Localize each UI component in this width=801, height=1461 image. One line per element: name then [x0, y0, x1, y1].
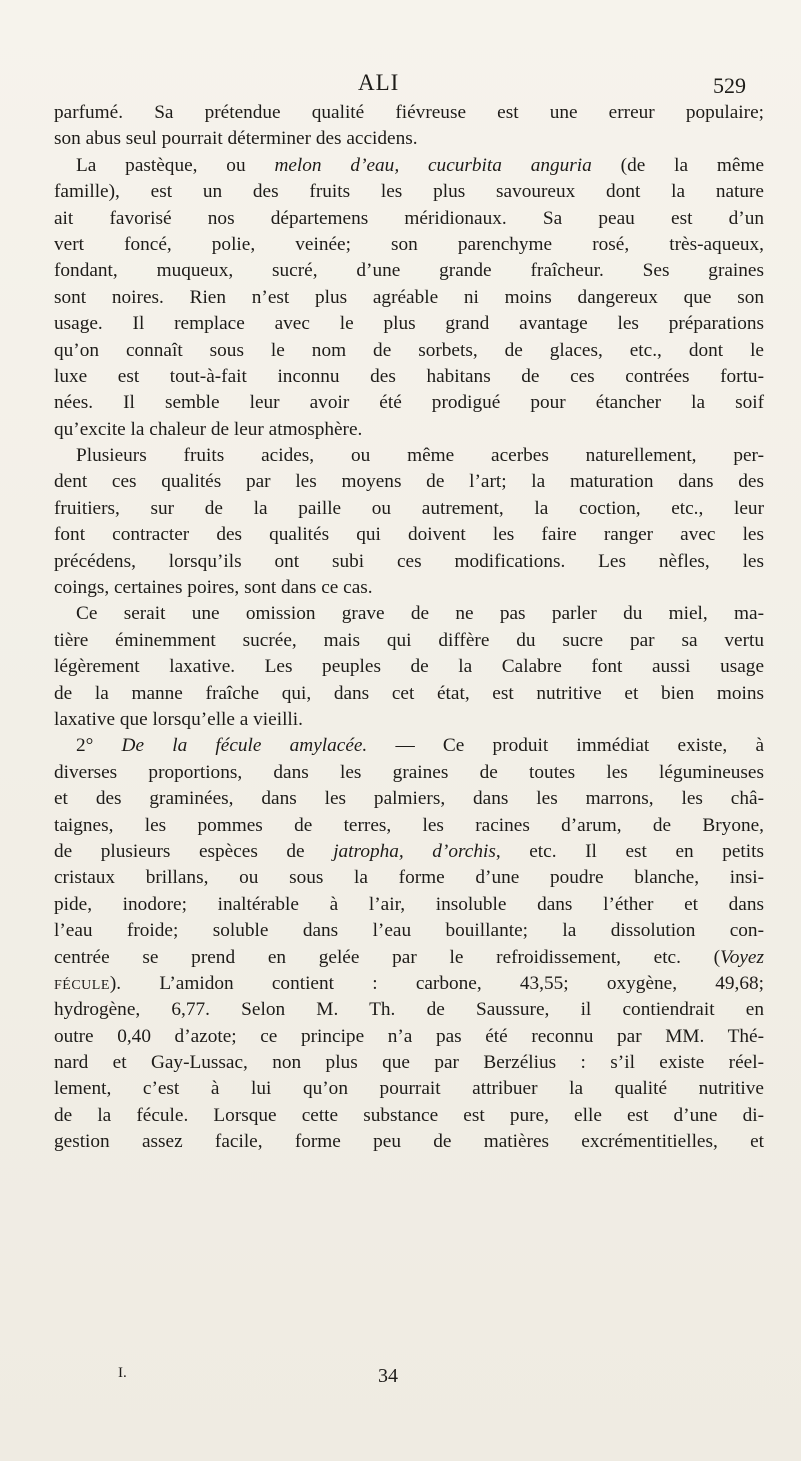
text-line: [54, 364, 764, 390]
text-line: [54, 549, 764, 575]
italic-text: melon d’eau, cucurbita anguria: [274, 154, 592, 176]
text-line: [54, 126, 764, 152]
text-segment: nées. Il semble leur avoir été prodigué pour étancher la soif: [54, 392, 764, 414]
text-segment: hydrogène, 6,77. Selon M. Th. de Saussure, il contiendrait en: [54, 999, 764, 1021]
text-line: [54, 496, 764, 522]
text-segment: taignes, les pommes de terres, les racines d’arum, de Bryone,: [54, 814, 764, 836]
text-segment: qu’on connaît sous le nom de sorbets, de glaces, etc., dont le: [54, 339, 764, 361]
text-segment: tière éminemment sucrée, mais qui diffère du sucre par sa vertu: [54, 629, 764, 651]
text-line: [54, 1024, 764, 1050]
text-segment: de la fécule. Lorsque cette substance est pure, elle est d’une di-: [54, 1104, 764, 1126]
folio-number: 34: [378, 1365, 398, 1387]
text-segment: sont noires. Rien n’est plus agréable ni moins dangereux que son: [54, 286, 764, 308]
smallcaps-text: fécule: [54, 972, 110, 994]
italic-text: Voyez: [720, 946, 764, 968]
text-line: [54, 258, 764, 284]
text-segment: centrée se prend en gelée par le refroidissement, etc. (: [54, 946, 721, 968]
text-line: [54, 1050, 764, 1076]
text-line: [54, 892, 764, 918]
text-segment: Plusieurs fruits acides, ou même acerbes naturellement, per-: [76, 445, 764, 467]
text-line: [54, 469, 764, 495]
text-segment: fruitiers, sur de la paille ou autrement, la coction, etc., leur: [54, 497, 764, 519]
text-segment: de plusieurs espèces de: [54, 840, 334, 862]
text-segment: 2°: [76, 735, 122, 757]
text-line: [54, 681, 764, 707]
text-line: [54, 522, 764, 548]
text-segment: (de la même: [591, 154, 765, 176]
text-line: [54, 417, 764, 443]
text-line: [54, 865, 764, 891]
text-line: [54, 338, 764, 364]
body-text: [54, 100, 764, 1156]
text-segment: pide, inodore; inaltérable à l’air, insoluble dans l’éther et dans: [54, 893, 764, 915]
text-segment: nard et Gay-Lussac, non plus que par Berzélius : s’il existe réel-: [54, 1052, 764, 1074]
text-segment: vert foncé, polie, veinée; son parenchyme rosé, très-aqueux,: [54, 233, 764, 255]
text-line: [54, 206, 764, 232]
text-line: [54, 311, 764, 337]
text-line: [54, 575, 764, 601]
text-segment: fondant, muqueux, sucré, d’une grande fraîcheur. Ses graines: [54, 260, 764, 282]
text-segment: gestion assez facile, forme peu de matières excrémentitielles, et: [54, 1131, 764, 1153]
text-segment: l’eau froide; soluble dans l’eau bouillante; la dissolution con-: [54, 920, 764, 942]
text-segment: précédens, lorsqu’ils ont subi ces modifications. Les nèfles, les: [54, 550, 764, 572]
text-line: [54, 285, 764, 311]
text-line: [54, 179, 764, 205]
text-line: [54, 997, 764, 1023]
running-head: [0, 70, 801, 100]
text-segment: qu’excite la chaleur de leur atmosphère.: [54, 418, 363, 440]
text-line: [54, 628, 764, 654]
text-segment: légèrement laxative. Les peuples de la Calabre font aussi usage: [54, 656, 764, 678]
text-line: [54, 918, 764, 944]
text-line: [54, 443, 764, 469]
text-segment: coings, certaines poires, sont dans ce cas.: [54, 577, 373, 599]
italic-text: De la fécule amylacée.: [121, 735, 368, 757]
text-segment: usage. Il remplace avec le plus grand avantage les préparations: [54, 313, 764, 335]
text-segment: cristaux brillans, ou sous la forme d’une poudre blanche, insi-: [54, 867, 764, 889]
page-footer: [0, 1365, 801, 1395]
text-line: [54, 232, 764, 258]
signature-mark: I.: [118, 1365, 127, 1381]
text-line: [54, 760, 764, 786]
text-segment: famille), est un des fruits les plus savoureux dont la nature: [54, 181, 764, 203]
text-line: [54, 1076, 764, 1102]
text-segment: La pastèque, ou: [76, 154, 275, 176]
text-segment: de la manne fraîche qui, dans cet état, est nutritive et bien moins: [54, 682, 764, 704]
text-line: [54, 1129, 764, 1155]
text-line: [54, 945, 764, 971]
text-line: [54, 601, 764, 627]
text-segment: lement, c’est à lui qu’on pourrait attribuer la qualité nutritive: [54, 1078, 764, 1100]
text-segment: ). L’amidon contient : carbone, 43,55; oxygène, 49,68;: [109, 972, 764, 994]
page-number: 529: [713, 73, 746, 98]
running-head-title: ALI: [358, 70, 400, 95]
text-line: [54, 100, 764, 126]
text-segment: diverses proportions, dans les graines de toutes les légumineuses: [54, 761, 764, 783]
text-line: [54, 971, 764, 997]
text-segment: son abus seul pourrait déterminer des accidens.: [54, 128, 418, 150]
text-segment: , etc. Il est en petits: [495, 840, 764, 862]
italic-text: jatropha, d’orchis: [333, 840, 496, 862]
text-segment: outre 0,40 d’azote; ce principe n’a pas été reconnu par MM. Thé-: [54, 1025, 764, 1047]
text-segment: parfumé. Sa prétendue qualité fiévreuse est une erreur populaire;: [54, 102, 764, 123]
text-line: [54, 786, 764, 812]
text-segment: laxative que lorsqu’elle a vieilli.: [54, 708, 303, 730]
text-segment: — Ce produit immédiat existe, à: [367, 735, 764, 757]
text-line: [54, 153, 764, 179]
text-segment: et des graminées, dans les palmiers, dans les marrons, les châ-: [54, 788, 764, 810]
text-line: [54, 733, 764, 759]
text-segment: luxe est tout-à-fait inconnu des habitans de ces contrées fortu-: [54, 365, 764, 387]
text-segment: font contracter des qualités qui doivent les faire ranger avec les: [54, 524, 764, 546]
text-line: [54, 839, 764, 865]
text-line: [54, 390, 764, 416]
text-line: [54, 654, 764, 680]
text-segment: ait favorisé nos départemens méridionaux. Sa peau est d’un: [54, 207, 764, 229]
text-line: [54, 813, 764, 839]
text-line: [54, 1103, 764, 1129]
text-segment: dent ces qualités par les moyens de l’art; la maturation dans des: [54, 471, 764, 493]
text-line: [54, 707, 764, 733]
text-segment: Ce serait une omission grave de ne pas parler du miel, ma-: [76, 603, 764, 625]
